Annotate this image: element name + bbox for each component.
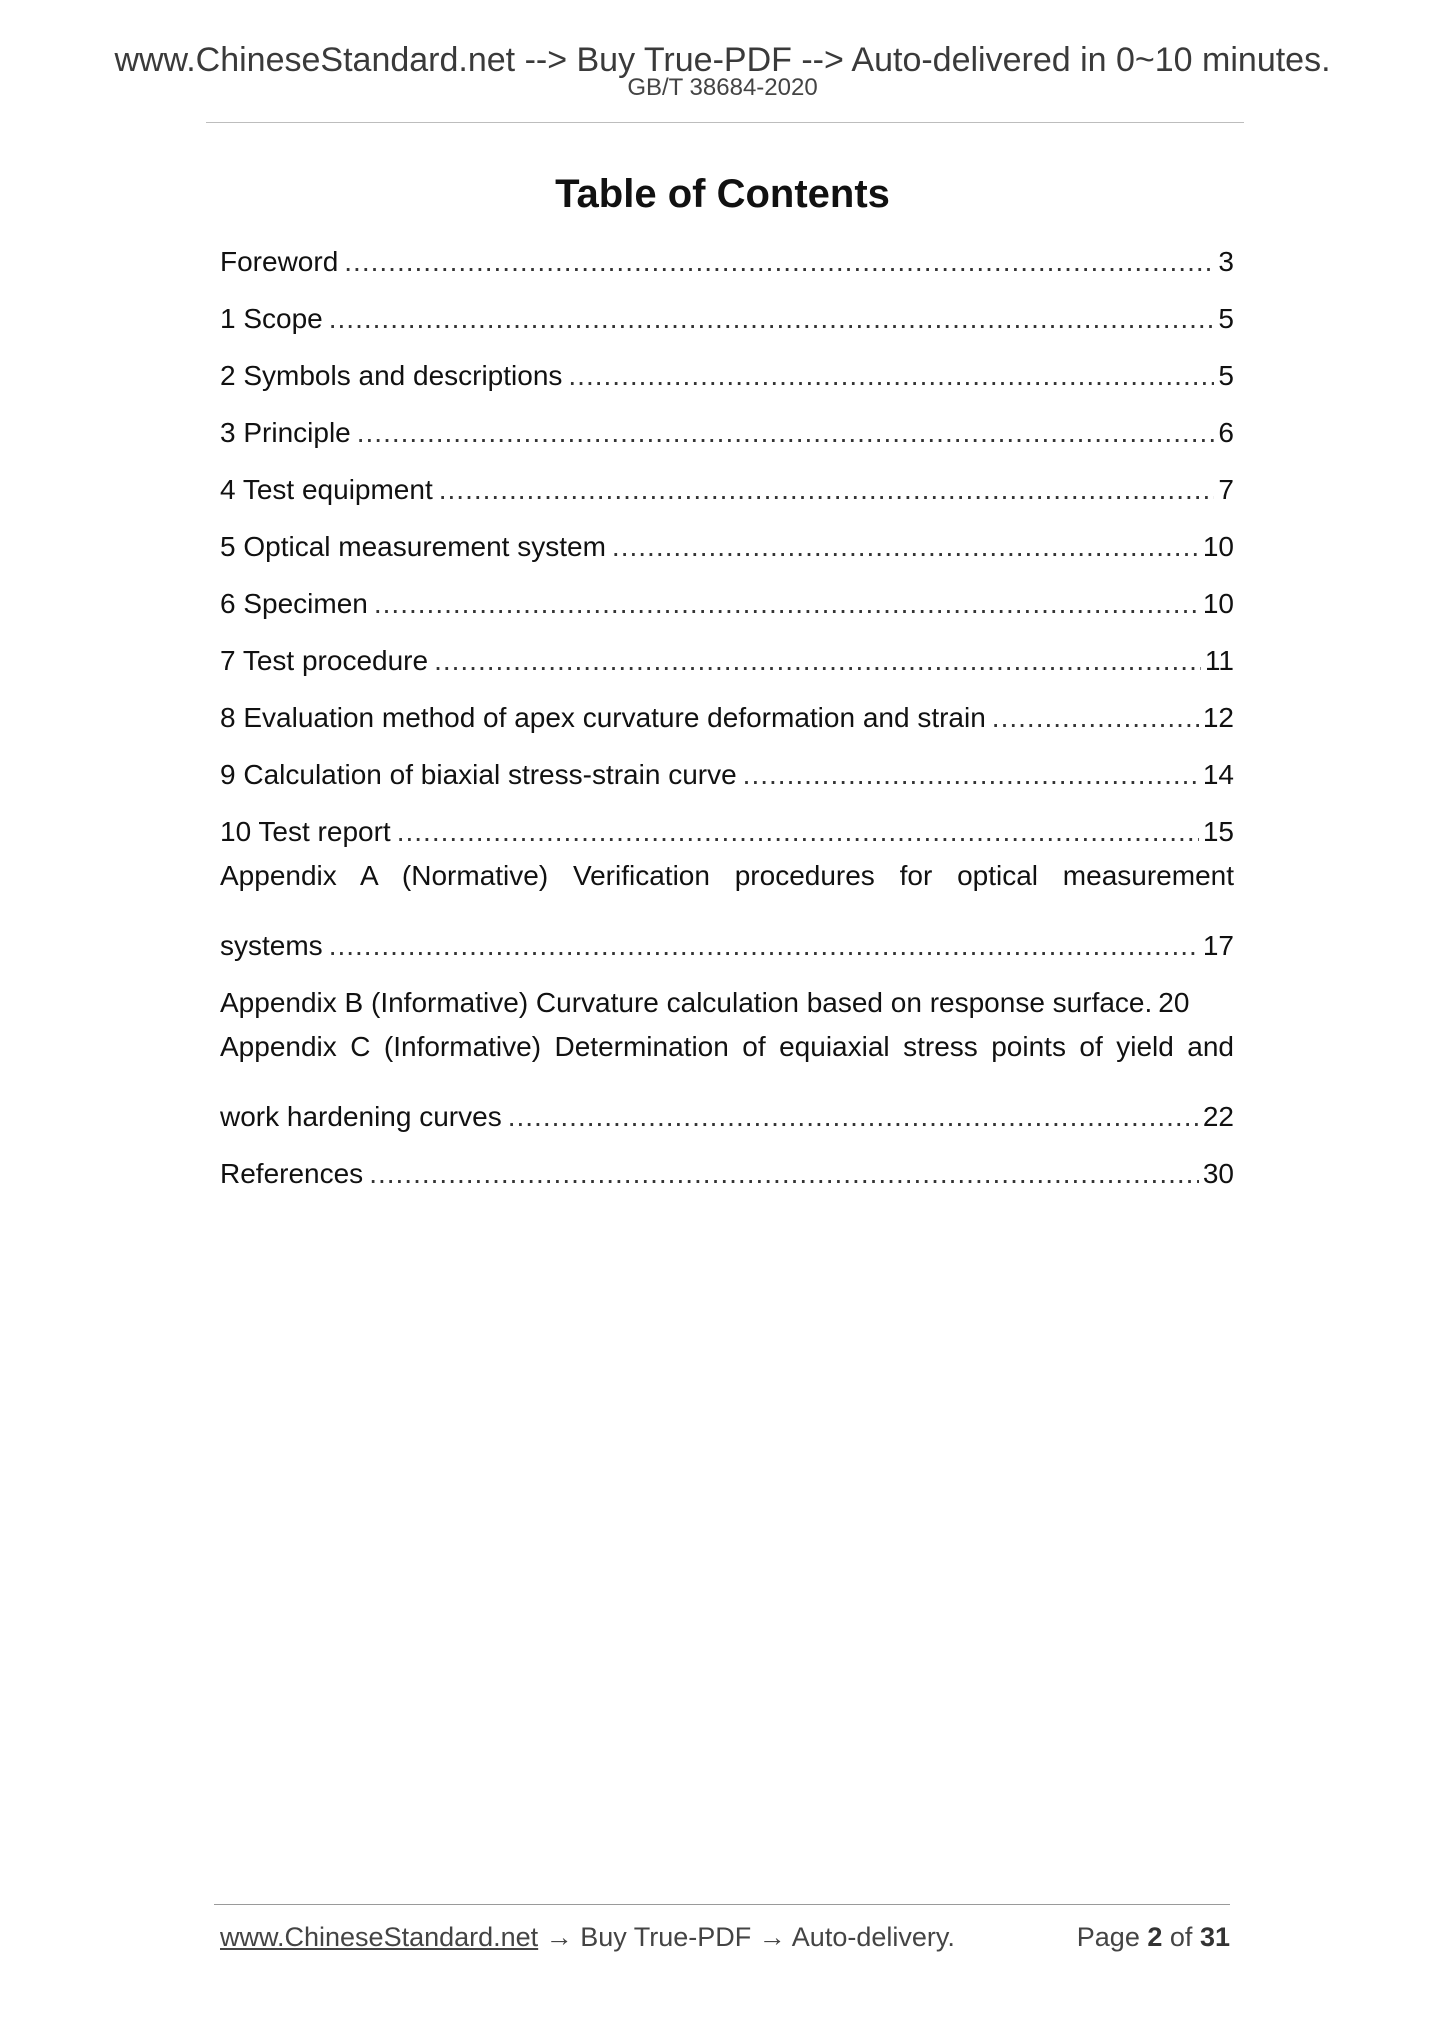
toc-entry-test-report[interactable] (220, 803, 1234, 860)
dot-leader (612, 531, 1199, 563)
toc-entry-label: Foreword (220, 245, 339, 277)
toc-entry-appendix-c[interactable] (220, 1031, 1234, 1088)
arrow-right-icon: → (758, 1922, 786, 1952)
current-page-number: 2 (1147, 1922, 1163, 1952)
toc-entry-label: 10 Test report (220, 815, 391, 847)
toc-page-number: 10 (1202, 587, 1234, 619)
toc-page-number: 12 (1202, 701, 1234, 733)
dot-leader (369, 1158, 1199, 1190)
toc-page-number: 6 (1218, 416, 1234, 448)
toc-entry-label: References (220, 1157, 364, 1189)
toc-entry-label: work hardening curves (220, 1100, 502, 1132)
dot-leader (743, 759, 1199, 791)
toc-entry-label: Appendix A (Normative) Verification procedures for optical measurement (220, 860, 1234, 891)
toc-entry-label: 2 Symbols and descriptions (220, 359, 563, 391)
dot-leader (439, 474, 1215, 506)
dot-leader (508, 1101, 1199, 1133)
toc-entry-appendix-a[interactable] (220, 860, 1234, 917)
page-title: Table of Contents (555, 172, 890, 216)
dot-leader (374, 588, 1199, 620)
page-label: Page (1076, 1922, 1140, 1952)
dot-leader (344, 246, 1214, 278)
toc-entry-label: 9 Calculation of biaxial stress-strain curve (220, 758, 737, 790)
dot-leader (329, 303, 1215, 335)
toc-entry-principle[interactable] (220, 404, 1234, 461)
toc-entry-references[interactable] (220, 1145, 1234, 1202)
toc-page-number: 7 (1218, 473, 1234, 505)
toc-entry-label: 5 Optical measurement system (220, 530, 606, 562)
toc-entry-specimen[interactable] (220, 575, 1234, 632)
header-divider (206, 122, 1244, 123)
toc-page-number: 3 (1218, 245, 1234, 277)
page-footer (220, 1920, 1230, 1954)
footer-left (220, 1920, 955, 1954)
site-banner: www.ChineseStandard.net --> Buy True-PDF --> Auto-delivered in 0~10 minutes. (114, 41, 1331, 79)
page-indicator (1077, 1920, 1230, 1954)
toc-entry-label: Appendix B (Informative) Curvature calculation based on response surface. (220, 986, 1153, 1018)
toc-entry-label: systems (220, 929, 323, 961)
footer-divider (214, 1904, 1230, 1905)
toc-page-number: 22 (1202, 1100, 1234, 1132)
toc-page-number: 30 (1202, 1157, 1234, 1189)
dot-leader (434, 645, 1201, 677)
dot-leader (357, 417, 1215, 449)
toc-entry-appendix-b[interactable] (220, 974, 1234, 1031)
of-label: of (1169, 1922, 1193, 1952)
toc-page-number: 10 (1202, 530, 1234, 562)
toc-page-number: 5 (1218, 359, 1234, 391)
table-of-contents (220, 233, 1234, 1202)
toc-page-number: 15 (1202, 815, 1234, 847)
toc-entry-evaluation-method[interactable] (220, 689, 1234, 746)
toc-entry-label: 8 Evaluation method of apex curvature deformation and strain (220, 701, 986, 733)
toc-entry-label: 1 Scope (220, 302, 323, 334)
dot-leader (329, 930, 1199, 962)
toc-entry-scope[interactable] (220, 290, 1234, 347)
toc-entry-appendix-c-cont[interactable] (220, 1088, 1234, 1145)
total-pages-number: 31 (1199, 1922, 1230, 1952)
toc-entry-optical-system[interactable] (220, 518, 1234, 575)
footer-delivery-text: Auto-delivery. (791, 1922, 955, 1952)
document-number: GB/T 38684-2020 (627, 74, 818, 101)
toc-page-number: 14 (1202, 758, 1234, 790)
toc-page-number: 11 (1204, 644, 1234, 676)
toc-entry-test-procedure[interactable] (220, 632, 1234, 689)
toc-page-number: 20 (1158, 986, 1190, 1018)
footer-buy-text: Buy True-PDF (580, 1922, 752, 1952)
toc-page-number: 17 (1202, 929, 1234, 961)
toc-entry-label: 4 Test equipment (220, 473, 433, 505)
arrow-right-icon: → (545, 1922, 573, 1952)
toc-entry-label: 3 Principle (220, 416, 351, 448)
toc-entry-symbols[interactable] (220, 347, 1234, 404)
dot-leader (568, 360, 1214, 392)
toc-entry-foreword[interactable] (220, 233, 1234, 290)
toc-entry-test-equipment[interactable] (220, 461, 1234, 518)
dot-leader (992, 702, 1199, 734)
toc-entry-appendix-a-cont[interactable] (220, 917, 1234, 974)
toc-entry-calculation[interactable] (220, 746, 1234, 803)
site-link[interactable]: www.ChineseStandard.net (220, 1922, 539, 1952)
toc-entry-label: Appendix C (Informative) Determination of equiaxial stress points of yield and (220, 1031, 1234, 1062)
toc-entry-label: 7 Test procedure (220, 644, 429, 676)
toc-entry-label: 6 Specimen (220, 587, 368, 619)
dot-leader (397, 816, 1199, 848)
toc-page-number: 5 (1218, 302, 1234, 334)
